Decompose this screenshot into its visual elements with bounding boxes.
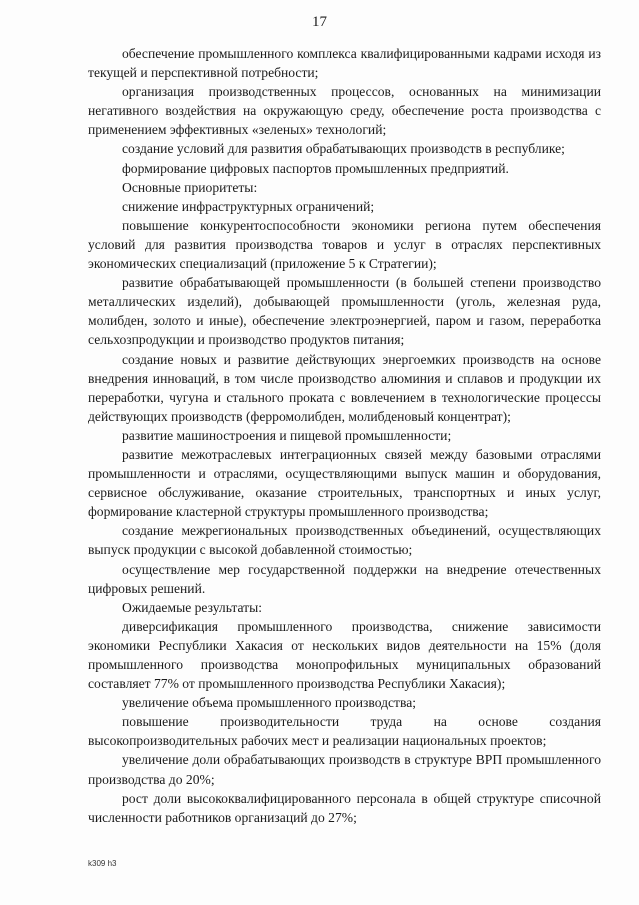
paragraph: создание межрегиональных производственных объединений, осуществляющих выпуск продукции с высокой добавленной стоимостью; (88, 523, 601, 558)
paragraph: развитие машиностроения и пищевой промышленности; (122, 427, 452, 443)
page-number: 17 (312, 14, 327, 30)
paragraph: развитие межотраслевых интеграционных связей между базовыми отраслями промышленности и отраслями, осуществляющими выпуск машин и оборудования, сервисное обслуживание, оказание строительных, транспортных и иных услуг, формирование кластерной структуры промышленного производства; (88, 446, 601, 520)
section-heading: Ожидаемые результаты: (122, 599, 263, 615)
paragraph: развитие обрабатывающей промышленности (в большей степени производство металлических изделий), добывающей промышленности (уголь, железная руда, молибден, золото и иные), обеспечение электроэнергией, паром и газом, переработка сельхозпродукции и производство продуктов питания; (88, 275, 601, 348)
paragraph: рост доли высококвалифицированного персонала в общей структуре списочной численности работников организаций до 27%; (88, 790, 601, 825)
paragraph: диверсификация промышленного производства, снижение зависимости экономики Республики Хакасия от нескольких видов деятельности на 15% (доля промышленного производства монопрофильных муниципальных образований составляет 77% от промышленного производства Республики Хакасия); (88, 618, 601, 692)
paragraph: повышение конкурентоспособности экономики региона путем обеспечения условий для развития производства товаров и услуг в отраслях перспективных экономических специализаций (приложение 5 к Стратегии); (88, 217, 601, 272)
paragraph: создание новых и развитие действующих энергоемких производств на основе внедрения инноваций, в том числе производство алюминия и сплавов и продукции их переработки, чугуна и стального проката с вовлечением в технологические процессы действующих производств (ферромолибден, молибденовый концентрат); (88, 351, 601, 424)
paragraph: создание условий для развития обрабатывающих производств в республике; (122, 141, 565, 157)
paragraph: формирование цифровых паспортов промышленных предприятий. (122, 160, 509, 176)
paragraph: повышение производительности труда на основе создания высокопроизводительных рабочих мест и реализации национальных проектов; (88, 714, 601, 749)
section-heading: Основные приоритеты: (122, 179, 258, 195)
paragraph: увеличение объема промышленного производства; (122, 695, 417, 711)
paragraph: организация производственных процессов, основанных на минимизации негативного воздействия на окружающую среду, обеспечение роста производства с применением эффективных «зеленых» технологий; (88, 84, 601, 138)
paragraph: снижение инфраструктурных ограничений; (122, 198, 375, 214)
body-text (88, 44, 601, 827)
paragraph: обеспечение промышленного комплекса квалифицированными кадрами исходя из текущей и перспективной потребности; (88, 46, 601, 81)
paragraph: осуществление мер государственной поддержки на внедрение отечественных цифровых решений. (88, 561, 601, 596)
paragraph: увеличение доли обрабатывающих производств в структуре ВРП промышленного производства до 20%; (88, 752, 601, 787)
footer-code: k309 h3 (88, 859, 117, 868)
